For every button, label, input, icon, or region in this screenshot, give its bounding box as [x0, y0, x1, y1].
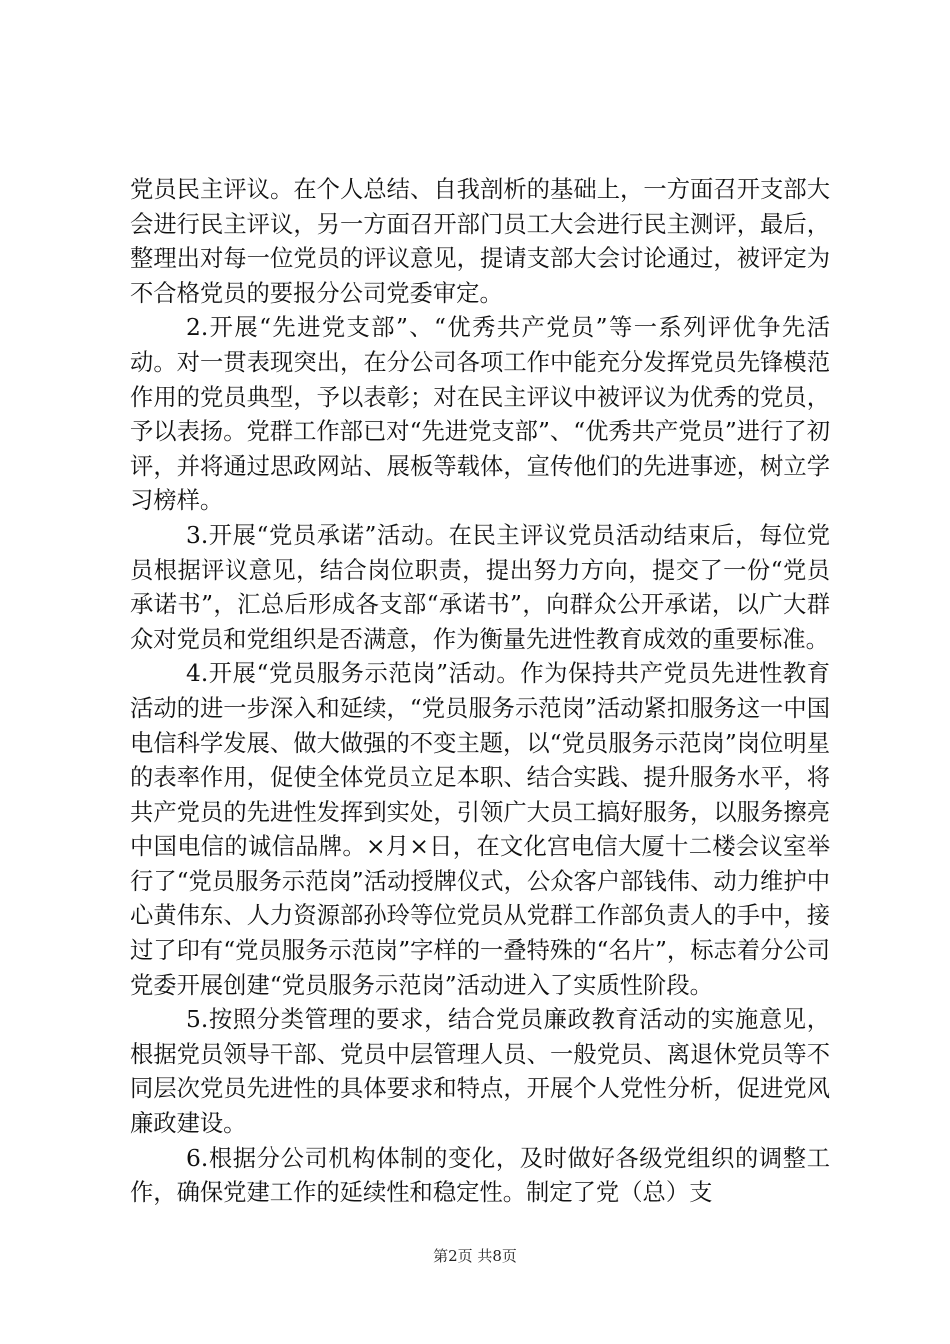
paragraph-1: 党员民主评议。在个人总结、自我剖析的基础上，一方面召开支部大会进行民主评议，另一方面召开部门员工大会进行民主测评，最后，整理出对每一位党员的评议意见，提请支部大会讨论通过，被评定为不合格党员的要报分公司党委审定。 [130, 176, 830, 307]
paragraph-6: 6.根据分公司机构体制的变化，及时做好各级党组织的调整工作，确保党建工作的延续性和稳定性。制定了党（总）支 [130, 1144, 830, 1207]
paragraph-3: 3.开展“党员承诺”活动。在民主评议党员活动结束后，每位党员根据评议意见，结合岗位职责，提出努力方向，提交了一份“党员承诺书”，汇总后形成各支部“承诺书”，向群众公开承诺，以广大群众对党员和党组织是否满意，作为衡量先进性教育成效的重要标准。 [130, 521, 830, 653]
paragraph-5: 5.按照分类管理的要求，结合党员廉政教育活动的实施意见，根据党员领导干部、党员中层管理人员、一般党员、离退休党员等不同层次党员先进性的具体要求和特点，开展个人党性分析，促进党风廉政建设。 [130, 1006, 830, 1138]
page-number-footer: 第2页 共8页 [433, 1247, 517, 1265]
document-body [130, 173, 830, 1211]
paragraph-2: 2.开展“先进党支部”、“优秀共产党员”等一系列评优争先活动。对一贯表现突出，在分公司各项工作中能充分发挥党员先锋模范作用的党员典型，予以表彰；对在民主评议中被评议为优秀的党员，予以表扬。党群工作部已对“先进党支部”、“优秀共产党员”进行了初评，并将通过思政网站、展板等载体，宣传他们的先进事迹，树立学习榜样。 [130, 314, 830, 515]
paragraph-4: 4.开展“党员服务示范岗”活动。作为保持共产党员先进性教育活动的进一步深入和延续，“党员服务示范岗”活动紧扣服务这一中国电信科学发展、做大做强的不变主题，以“党员服务示范岗”岗位明星的表率作用，促使全体党员立足本职、结合实践、提升服务水平，将共产党员的先进性发挥到实处，引领广大员工搞好服务，以服务擦亮中国电信的诚信品牌。×月×日，在文化宫电信大厦十二楼会议室举行了“党员服务示范岗”活动授牌仪式，公众客户部钱伟、动力维护中心黄伟东、人力资源部孙玲等位党员从党群工作部负责人的手中，接过了印有“党员服务示范岗”字样的一叠特殊的“名片”，标志着分公司党委开展创建“党员服务示范岗”活动进入了实质性阶段。 [130, 660, 830, 999]
